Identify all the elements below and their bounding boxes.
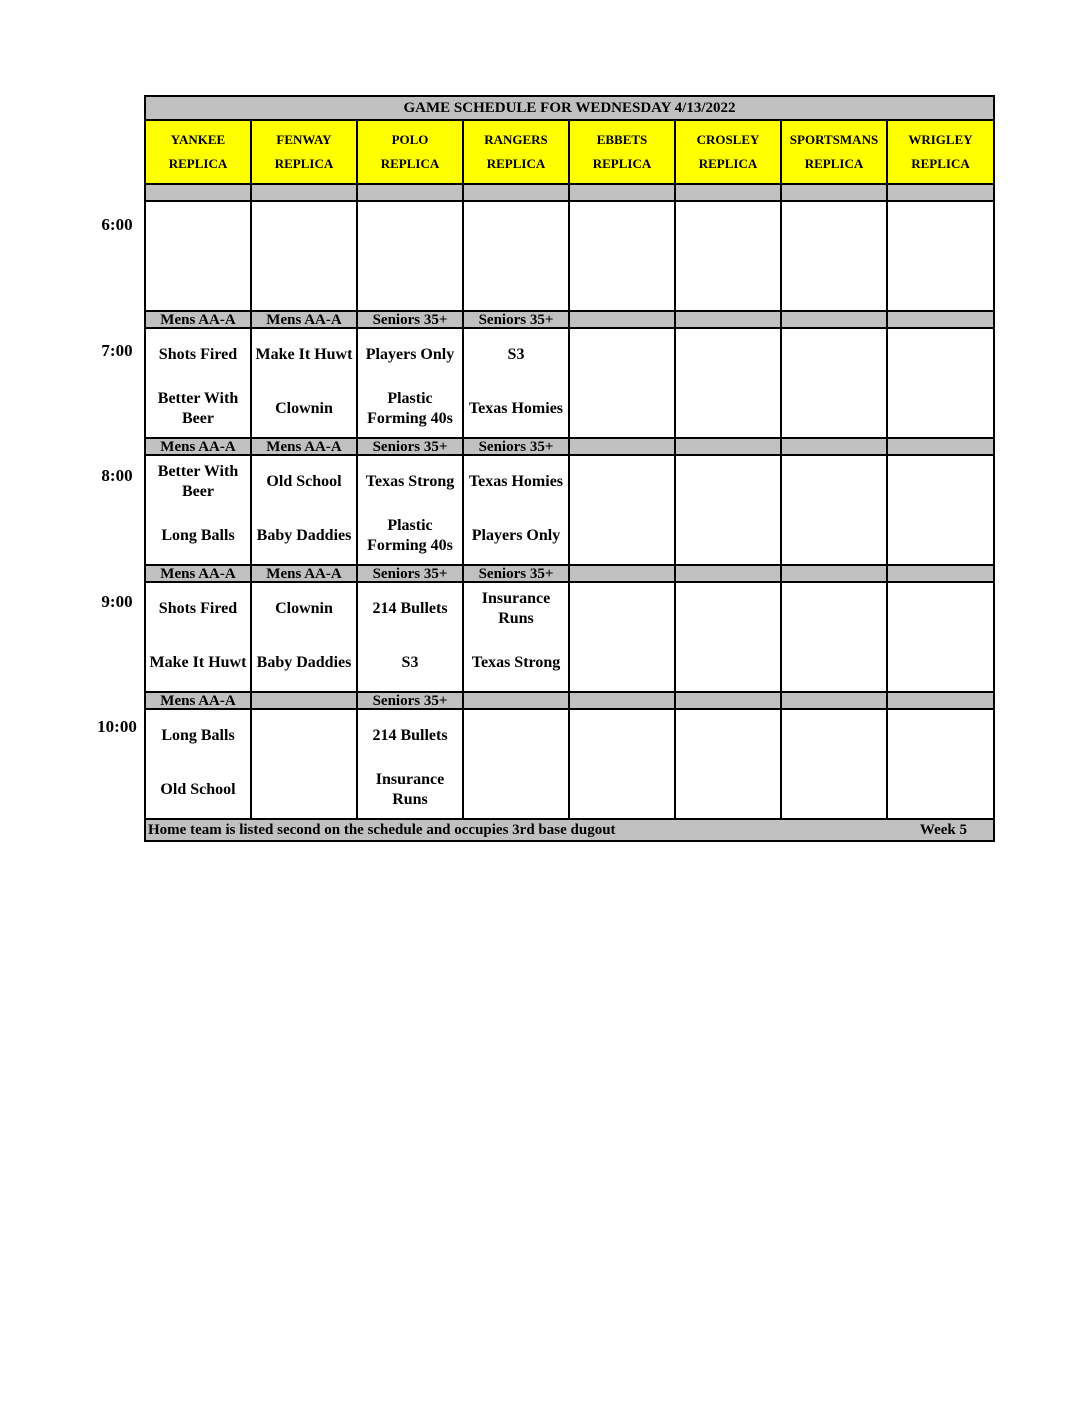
field-sub: REPLICA bbox=[698, 156, 758, 171]
division-label: Mens AA-A bbox=[145, 438, 251, 455]
home-team: Make It Huwt bbox=[149, 654, 247, 671]
field-sub: REPLICA bbox=[486, 156, 546, 171]
home-team: Better With Beer bbox=[157, 390, 239, 427]
field-name: POLO bbox=[391, 132, 429, 147]
time-9: 9:00 bbox=[101, 592, 133, 611]
away-team: Shots Fired bbox=[158, 346, 238, 363]
division-label: Mens AA-A bbox=[145, 692, 251, 709]
division-label: Seniors 35+ bbox=[463, 311, 569, 328]
home-team bbox=[569, 381, 675, 438]
division-row bbox=[145, 692, 994, 709]
home-team bbox=[569, 762, 675, 819]
division-label bbox=[569, 438, 675, 455]
week-label: Week 5 bbox=[887, 819, 994, 841]
field-sub: REPLICA bbox=[168, 156, 228, 171]
away-team bbox=[887, 582, 994, 635]
division-label: Seniors 35+ bbox=[463, 438, 569, 455]
field-header bbox=[145, 120, 251, 184]
schedule-table bbox=[144, 95, 995, 842]
field-header bbox=[675, 120, 781, 184]
division-row bbox=[145, 311, 994, 328]
away-team: 214 Bullets bbox=[357, 582, 463, 635]
away-team bbox=[781, 328, 887, 381]
away-team-row bbox=[145, 582, 994, 635]
home-team bbox=[887, 635, 994, 692]
away-team: Clownin bbox=[251, 582, 357, 635]
field-name: RANGERS bbox=[484, 132, 548, 147]
title-row bbox=[145, 96, 994, 120]
home-team bbox=[675, 762, 781, 819]
field-header bbox=[781, 120, 887, 184]
away-team bbox=[887, 709, 994, 762]
home-team bbox=[887, 508, 994, 565]
field-sub: REPLICA bbox=[274, 156, 334, 171]
division-label bbox=[569, 692, 675, 709]
division-label: Seniors 35+ bbox=[357, 438, 463, 455]
home-team bbox=[675, 635, 781, 692]
division-row bbox=[145, 184, 994, 201]
away-team bbox=[675, 455, 781, 508]
field-header bbox=[569, 120, 675, 184]
away-team: Players Only bbox=[357, 328, 463, 381]
division-label bbox=[569, 311, 675, 328]
home-team: Baby Daddies bbox=[251, 635, 357, 692]
division-label: Mens AA-A bbox=[251, 438, 357, 455]
home-team bbox=[781, 508, 887, 565]
field-header bbox=[887, 120, 994, 184]
division-label bbox=[887, 565, 994, 582]
home-team bbox=[781, 381, 887, 438]
away-team bbox=[569, 455, 675, 508]
division-label bbox=[675, 311, 781, 328]
away-team bbox=[781, 455, 887, 508]
time-8: 8:00 bbox=[101, 466, 133, 485]
home-team: Long Balls bbox=[161, 527, 235, 544]
away-team: Insurance Runs bbox=[463, 582, 569, 635]
division-label: Mens AA-A bbox=[145, 565, 251, 582]
away-team bbox=[887, 455, 994, 508]
home-team: Clownin bbox=[251, 381, 357, 438]
away-team: Texas Strong bbox=[357, 455, 463, 508]
time-7: 7:00 bbox=[101, 341, 133, 360]
home-team-row bbox=[145, 635, 994, 692]
home-team bbox=[251, 762, 357, 819]
division-label bbox=[781, 565, 887, 582]
field-header bbox=[251, 120, 357, 184]
division-label: Mens AA-A bbox=[251, 565, 357, 582]
away-team bbox=[781, 709, 887, 762]
away-team bbox=[781, 582, 887, 635]
schedule-sheet bbox=[144, 95, 995, 842]
field-name: SPORTSMANS bbox=[789, 132, 879, 147]
home-team-row bbox=[145, 381, 994, 438]
division-label bbox=[887, 311, 994, 328]
division-label: Mens AA-A bbox=[251, 311, 357, 328]
home-team-row bbox=[145, 508, 994, 565]
home-team: S3 bbox=[357, 635, 463, 692]
home-team bbox=[675, 381, 781, 438]
away-team bbox=[569, 328, 675, 381]
field-name: YANKEE bbox=[170, 132, 226, 147]
division-label: Mens AA-A bbox=[145, 311, 251, 328]
away-team bbox=[675, 582, 781, 635]
home-team: Texas Homies bbox=[463, 381, 569, 438]
home-team-row bbox=[145, 762, 994, 819]
away-team bbox=[569, 709, 675, 762]
home-team: Plastic Forming 40s bbox=[357, 508, 463, 565]
away-team: Long Balls bbox=[161, 727, 235, 744]
away-team: S3 bbox=[463, 328, 569, 381]
away-team bbox=[463, 709, 569, 762]
schedule-title: GAME SCHEDULE FOR WEDNESDAY 4/13/2022 bbox=[145, 96, 994, 120]
division-label: Seniors 35+ bbox=[357, 565, 463, 582]
field-name: WRIGLEY bbox=[908, 132, 973, 147]
home-team bbox=[887, 381, 994, 438]
division-row bbox=[145, 565, 994, 582]
division-label: Seniors 35+ bbox=[357, 692, 463, 709]
home-team: Players Only bbox=[463, 508, 569, 565]
home-team: Texas Strong bbox=[463, 635, 569, 692]
home-team bbox=[887, 762, 994, 819]
time-10: 10:00 bbox=[97, 717, 137, 736]
home-team bbox=[781, 762, 887, 819]
field-sub: REPLICA bbox=[592, 156, 652, 171]
field-sub: REPLICA bbox=[804, 156, 864, 171]
away-team-row bbox=[145, 328, 994, 381]
division-label bbox=[781, 438, 887, 455]
home-team bbox=[781, 635, 887, 692]
division-label bbox=[675, 692, 781, 709]
field-name: FENWAY bbox=[276, 132, 332, 147]
footer-note: Home team is listed second on the schedule and occupies 3rd base dugout bbox=[145, 819, 887, 841]
away-team: Make It Huwt bbox=[251, 328, 357, 381]
home-team: Insurance Runs bbox=[357, 762, 463, 819]
away-team bbox=[569, 582, 675, 635]
division-label bbox=[781, 311, 887, 328]
away-team: Texas Homies bbox=[463, 455, 569, 508]
home-team: Plastic Forming 40s bbox=[357, 381, 463, 438]
away-team bbox=[675, 709, 781, 762]
field-sub: REPLICA bbox=[911, 156, 970, 171]
division-label bbox=[781, 692, 887, 709]
division-label bbox=[887, 438, 994, 455]
division-label bbox=[887, 692, 994, 709]
away-team: Better With Beer bbox=[157, 463, 239, 500]
field-header bbox=[463, 120, 569, 184]
away-team: 214 Bullets bbox=[357, 709, 463, 762]
home-team bbox=[569, 635, 675, 692]
away-team bbox=[251, 709, 357, 762]
away-team bbox=[675, 328, 781, 381]
division-label: Seniors 35+ bbox=[357, 311, 463, 328]
away-team: Old School bbox=[251, 455, 357, 508]
home-team: Baby Daddies bbox=[251, 508, 357, 565]
field-header-row bbox=[145, 120, 994, 184]
home-team bbox=[569, 508, 675, 565]
away-team-row bbox=[145, 709, 994, 762]
field-name: CROSLEY bbox=[696, 132, 760, 147]
footer-row bbox=[145, 819, 994, 841]
field-name: EBBETS bbox=[596, 132, 648, 147]
home-team bbox=[463, 762, 569, 819]
division-label bbox=[251, 692, 357, 709]
home-team bbox=[675, 508, 781, 565]
home-team: Old School bbox=[160, 781, 236, 798]
division-label: Seniors 35+ bbox=[463, 565, 569, 582]
away-team: Shots Fired bbox=[158, 600, 238, 617]
time-6: 6:00 bbox=[101, 215, 133, 234]
division-label bbox=[675, 565, 781, 582]
away-team-row bbox=[145, 455, 994, 508]
away-team bbox=[887, 328, 994, 381]
slot-row-6 bbox=[145, 201, 994, 311]
field-header bbox=[357, 120, 463, 184]
division-label bbox=[569, 565, 675, 582]
division-label bbox=[675, 438, 781, 455]
field-sub: REPLICA bbox=[380, 156, 440, 171]
division-row bbox=[145, 438, 994, 455]
division-label bbox=[463, 692, 569, 709]
